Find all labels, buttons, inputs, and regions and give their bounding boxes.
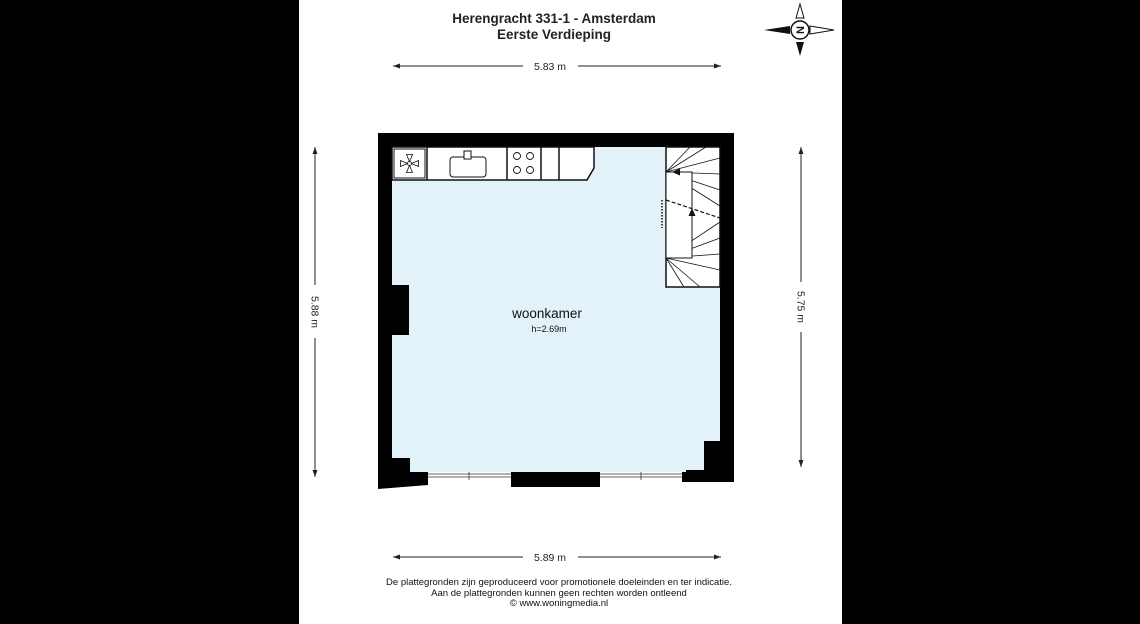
wall-pier-left bbox=[392, 285, 409, 335]
dimension-right-label: 5.75 m bbox=[794, 290, 807, 324]
compass-icon bbox=[764, 4, 834, 56]
staircase bbox=[662, 147, 720, 287]
address-title: Herengracht 331-1 - Amsterdam bbox=[452, 11, 656, 26]
dimension-bottom bbox=[393, 552, 721, 564]
disclaimer-line-1: De plattegronden zijn geproduceerd voor promotionele doeleinden en ter indicatie. bbox=[386, 577, 732, 588]
dimension-right bbox=[795, 147, 807, 467]
window-right bbox=[600, 472, 682, 480]
copyright: © www.woningmedia.nl bbox=[509, 598, 609, 609]
disclaimer-line-2: Aan de plattegronden kunnen geen rechten worden ontleend bbox=[431, 587, 687, 599]
dimension-top-label: 5.83 m bbox=[533, 61, 567, 73]
dimension-bottom-label: 5.89 m bbox=[533, 552, 567, 564]
dimension-top bbox=[393, 61, 721, 73]
kitchen-counter bbox=[392, 147, 594, 180]
compass-letter: N bbox=[795, 26, 807, 34]
dimension-left bbox=[309, 147, 321, 477]
floor-title: Eerste Verdieping bbox=[496, 27, 612, 42]
dimension-left-label: 5.88 m bbox=[308, 295, 321, 329]
room-name: woonkamer bbox=[512, 306, 582, 321]
window-left bbox=[428, 472, 511, 480]
disclaimer bbox=[299, 578, 819, 610]
room-height: h=2.69m bbox=[531, 324, 567, 334]
